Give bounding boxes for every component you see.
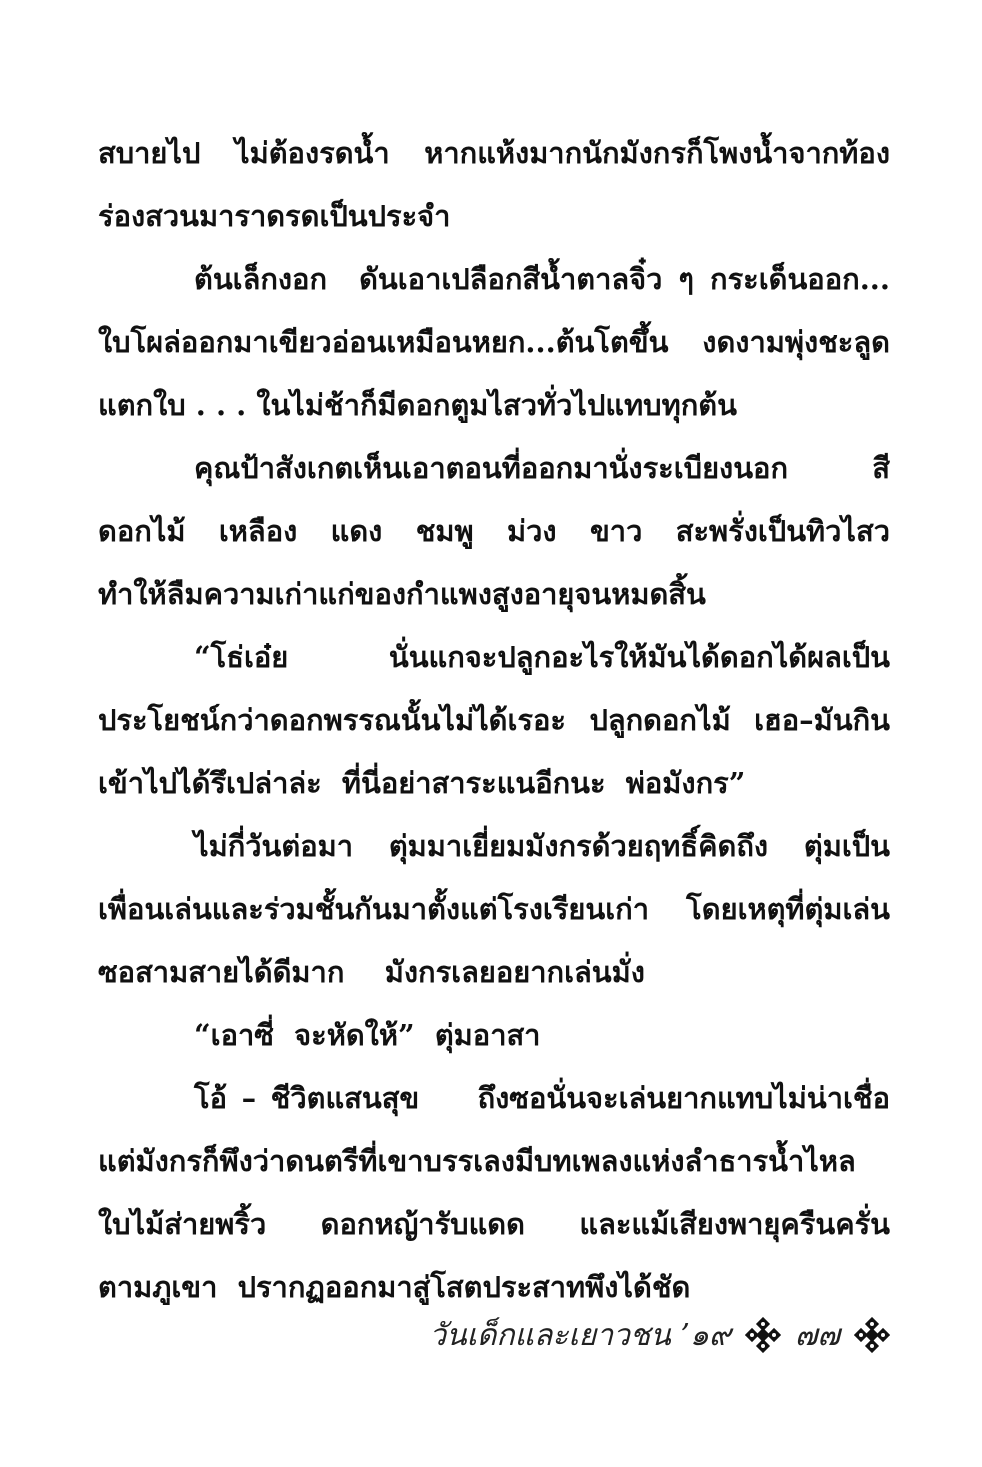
text-line: ตามภูเขา ปรากฏออกมาสู่โสตประสาทพึงได้ชัด bbox=[98, 1270, 691, 1304]
text-line: ต้นเล็กงอก ดันเอาเปลือกสีน้ำตาลจิ๋ว ๆ กระเด็นออก... bbox=[194, 262, 890, 296]
text-line: ใบไม้ส่ายพริ้ว ดอกหญ้ารับแดด และแม้เสียงพายุครืนครั่น bbox=[98, 1207, 890, 1241]
page-footer bbox=[429, 1310, 890, 1360]
text-line: ประโยชน์กว่าดอกพรรณนั้นไม่ได้เรอะ ปลูกดอกไม้ เฮอ–มันกิน bbox=[98, 703, 890, 737]
text-line: ไม่กี่วันต่อมา ตุ่มมาเยี่ยมมังกรด้วยฤทธิ์คิดถึง ตุ่มเป็น bbox=[194, 829, 890, 863]
text-line: ดอกไม้ เหลือง แดง ชมพู ม่วง ขาว สะพรั่งเป็นทิวไสว bbox=[98, 514, 890, 548]
text-line: ร่องสวนมาราดรดเป็นประจำ bbox=[98, 199, 451, 233]
page-number: ๗๗ bbox=[794, 1317, 840, 1353]
text-line: ซอสามสายได้ดีมาก มังกรเลยอยากเล่นมั่ง bbox=[98, 955, 645, 989]
diamond-cross-ornament-icon bbox=[745, 1317, 781, 1353]
text-line: ใบโผล่ออกมาเขียวอ่อนเหมือนหยก...ต้นโตขึ้น งดงามพุ่งชะลูด bbox=[98, 325, 890, 359]
text-line: โอ้ – ชีวิตแสนสุข ถึงซอนั่นจะเล่นยากแทบไม่น่าเชื่อ bbox=[194, 1081, 890, 1115]
text-line: เข้าไปได้รึเปล่าล่ะ ที่นี่อย่าสาระแนอีกนะ พ่อมังกร” bbox=[98, 766, 746, 800]
body-text bbox=[98, 122, 890, 1319]
text-line: คุณป้าสังเกตเห็นเอาตอนที่ออกมานั่งระเบียงนอก สี bbox=[194, 451, 890, 485]
diamond-cross-ornament-icon bbox=[854, 1317, 890, 1353]
text-line: ทำให้ลืมความเก่าแก่ของกำแพงสูงอายุจนหมดสิ้น bbox=[98, 577, 706, 611]
text-line: เพื่อนเล่นและร่วมชั้นกันมาตั้งแต่โรงเรียนเก่า โดยเหตุที่ตุ่มเล่น bbox=[98, 892, 890, 926]
footer-title: วันเด็กและเยาวชน ’๑๙ bbox=[429, 1317, 731, 1353]
text-line: “โธ่เอ๋ย นั่นแกจะปลูกอะไรให้มันได้ดอกได้ผลเป็น bbox=[194, 640, 890, 674]
text-line: สบายไป ไม่ต้องรดน้ำ หากแห้งมากนักมังกรก็โพงน้ำจากท้อง bbox=[98, 136, 890, 170]
text-line: แตกใบ . . . ในไม่ช้าก็มีดอกตูมไสวทั่วไปแทบทุกต้น bbox=[98, 388, 737, 422]
text-line: “เอาซี่ จะหัดให้” ตุ่มอาสา bbox=[194, 1018, 541, 1052]
text-line: แต่มังกรก็พึงว่าดนตรีที่เขาบรรเลงมีบทเพลงแห่งลำธารน้ำไหล bbox=[98, 1144, 856, 1178]
